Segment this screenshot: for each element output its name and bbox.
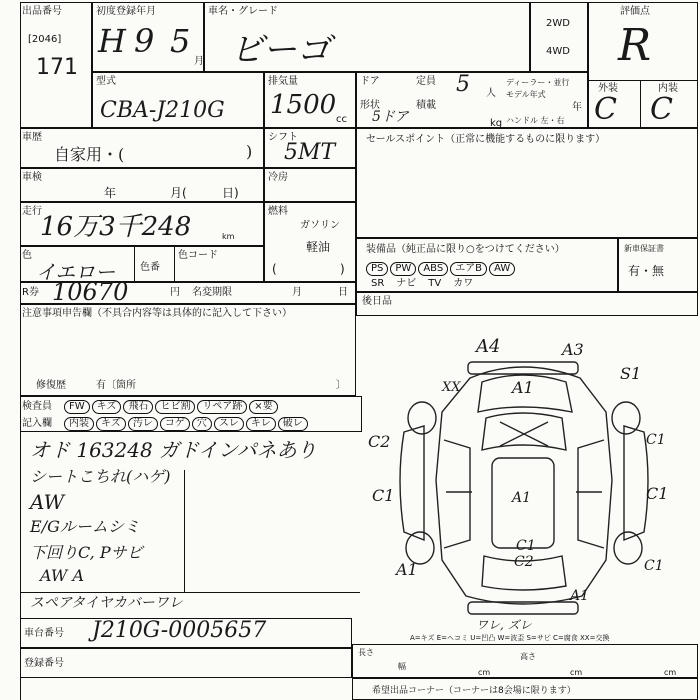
diagram-note: ワレ, ズレ	[476, 618, 532, 632]
damage-mark-a4: A4	[476, 336, 501, 357]
displacement-value: 1500	[270, 90, 337, 120]
name-change-day: 日	[338, 287, 348, 298]
drive-4wd: 4WD	[546, 46, 570, 57]
damage-mark-c1-right-bottom: C1	[644, 558, 664, 574]
equipment-pw: PW	[390, 262, 416, 276]
handwritten-note-3: AW	[30, 490, 65, 514]
fuel-paren-open: (	[272, 262, 277, 276]
inspection-day: 日)	[222, 186, 239, 200]
doors-label: ドア	[360, 76, 380, 87]
equipment-ps: PS	[366, 262, 388, 276]
diagram-legend: A=キズ E=ヘコミ U=凹凸 W=波歪 S=サビ C=腐食 XX=交換	[410, 634, 610, 642]
dealer-label: ディーラー・並行	[506, 78, 570, 87]
seats-value: 5	[456, 72, 470, 97]
seats-label: 定員	[416, 76, 436, 87]
exterior-value: C	[594, 92, 617, 127]
displacement-unit: cc	[336, 114, 347, 125]
name-change-label: 名変期限	[192, 287, 232, 298]
shape-value: 5ドア	[372, 109, 409, 125]
handle-label: ハンドル 左・右	[506, 116, 565, 125]
sales-point-label: セールスポイント（正常に機能するものに限ります）	[366, 134, 606, 145]
car-name-value: ビーゴ	[230, 30, 331, 70]
equipment-abs: ABS	[418, 262, 448, 276]
lot-sub-number: [2046]	[28, 34, 62, 45]
damage-mark-c2-left: C2	[368, 432, 391, 451]
first-reg-month-unit: 月	[194, 56, 204, 67]
after-items-label: 後日品	[362, 296, 392, 307]
recycle-unit: 円	[170, 287, 180, 298]
usage-label: 車歴	[22, 132, 42, 143]
repair-history-value: 有〔箇所	[96, 380, 136, 391]
damage-mark-c1-right-top: C1	[646, 432, 666, 448]
mileage-label: 走行	[22, 206, 42, 217]
capacity-unit: kg	[490, 118, 503, 129]
usage-close: )	[246, 142, 253, 161]
cm-unit-1: cm	[478, 668, 491, 677]
inspection-month: 月(	[170, 186, 187, 200]
equipment-airbag: エアB	[450, 262, 487, 276]
grade-label: 評価点	[620, 6, 650, 17]
fuel-label: 燃料	[268, 206, 288, 217]
check-wear: スレ	[214, 417, 244, 431]
check-cut: キレ	[246, 417, 276, 431]
first-reg-year: 9	[134, 22, 155, 60]
shift-label: シフト	[268, 132, 298, 143]
check-burn: コゲ	[160, 417, 190, 431]
registration-box	[20, 648, 352, 678]
chassis-value: J210G-0005657	[92, 618, 267, 643]
check-crack: ヒビ割	[155, 400, 195, 414]
lot-number-label: 出品番号	[22, 6, 62, 17]
seats-unit: 人	[486, 88, 496, 99]
inspection-year: 年	[104, 186, 117, 200]
check-int-scratch: キズ	[96, 417, 126, 431]
drive-2wd: 2WD	[546, 18, 570, 29]
dimensions-box	[352, 644, 698, 678]
damage-mark-a1-front: A1	[512, 378, 534, 397]
recycle-value: 10670	[52, 278, 129, 306]
equipment-label: 装備品（純正品に限り○をつけてください）	[366, 244, 565, 255]
damage-mark-xx: XX	[442, 380, 461, 395]
capacity-label: 積載	[416, 100, 436, 111]
fuel-paren-close: )	[340, 262, 345, 276]
check-interior: 内装	[64, 417, 94, 431]
shift-value: 5MT	[284, 140, 336, 165]
name-change-month: 月	[292, 287, 302, 298]
inspector-label: 検査員	[22, 401, 52, 412]
handwritten-note-2: シートこちれ(ハゲ)	[30, 467, 171, 486]
height-label: 高さ	[520, 652, 536, 661]
handwritten-note-7: スペアタイヤカバーワレ	[30, 595, 183, 611]
equipment-tv: TV	[428, 278, 442, 289]
handwritten-note-4: E/Gルームシミ	[30, 517, 140, 536]
model-value: CBA-J210G	[100, 98, 225, 123]
equipment-kawa: カワ	[453, 278, 474, 289]
length-label: 長さ	[358, 648, 374, 657]
equipment-sr: SR	[371, 278, 385, 289]
check-chip: 飛石	[123, 400, 153, 414]
year-unit: 年	[572, 102, 582, 113]
repair-history-close: 〕	[336, 380, 346, 391]
new-car-warranty-value: 有・無	[628, 264, 665, 278]
usage-value: 自家用・(	[54, 145, 125, 164]
check-tear: 破レ	[278, 417, 308, 431]
wish-corner-label: 希望出品コーナー（コーナーは8会場に限ります）	[372, 686, 576, 696]
damage-mark-a3: A3	[562, 340, 584, 359]
check-fw: FW	[64, 400, 90, 414]
repair-history-label: 修復歴	[36, 380, 66, 391]
mileage-unit: km	[222, 232, 235, 241]
fuel-diesel: 軽油	[306, 240, 331, 254]
check-scratch: キズ	[92, 400, 122, 414]
new-car-warranty-label: 新車保証書	[624, 244, 664, 253]
shape-label: 形状	[360, 100, 380, 111]
first-reg-era: H	[98, 22, 126, 60]
damage-mark-c1-left: C1	[372, 486, 395, 505]
interior-value: C	[650, 92, 673, 127]
color-value: イエロー	[36, 260, 116, 284]
color-label: 色	[22, 250, 32, 261]
first-registration-label: 初度登録年月	[96, 6, 156, 17]
equipment-navi: ナビ	[396, 278, 417, 289]
equipment-aw: AW	[489, 262, 515, 276]
notes-label: 注意事項申告欄（不具合内容等は具体的に記入して下さい）	[22, 308, 292, 319]
displacement-label: 排気量	[268, 76, 298, 87]
lot-number: 171	[36, 55, 78, 80]
grade-value: R	[618, 20, 652, 71]
check-repair-mark: リペア跡	[197, 400, 247, 414]
check-dirt: 汚レ	[128, 417, 158, 431]
handwritten-note-5: 下回りC, Pサビ	[30, 543, 143, 562]
damage-mark-c1-right: C1	[646, 484, 669, 503]
damage-mark-a1-rear: A1	[570, 588, 590, 604]
cm-unit-3: cm	[664, 668, 677, 677]
registration-label: 登録番号	[24, 658, 64, 669]
damage-mark-c1-rear: C1	[516, 538, 536, 554]
damage-mark-a1-roof: A1	[512, 490, 532, 506]
model-year-label: モデル年式	[506, 90, 546, 99]
first-reg-month: 5	[170, 22, 191, 60]
color-code-label: 色コード	[178, 250, 218, 261]
entry-label: 記入欄	[22, 418, 52, 429]
model-label: 型式	[96, 76, 116, 87]
damage-mark-c2-rear: C2	[514, 554, 534, 570]
color-number-label: 色番	[140, 262, 160, 273]
exterior-label: 外装	[598, 83, 618, 94]
handwritten-note-1: オド 163248 ガドインパネあり	[30, 438, 317, 462]
chassis-label: 車台番号	[24, 628, 64, 639]
fuel-gasoline: ガソリン	[300, 220, 340, 231]
check-required: ×要	[249, 400, 277, 414]
check-hole: 穴	[192, 417, 212, 431]
damage-mark-s1: S1	[620, 364, 642, 383]
ac-label: 冷房	[268, 172, 288, 183]
handwritten-note-6: AW A	[40, 566, 84, 585]
interior-label: 内装	[658, 83, 678, 94]
width-label: 幅	[398, 662, 406, 671]
recycle-label: R券	[22, 287, 39, 298]
mileage-value: 16万3千248	[40, 212, 192, 242]
cm-unit-2: cm	[570, 668, 583, 677]
car-name-label: 車名・グレード	[208, 6, 278, 17]
inspection-label: 車検	[22, 172, 42, 183]
damage-mark-a1-left-rear: A1	[396, 560, 418, 579]
